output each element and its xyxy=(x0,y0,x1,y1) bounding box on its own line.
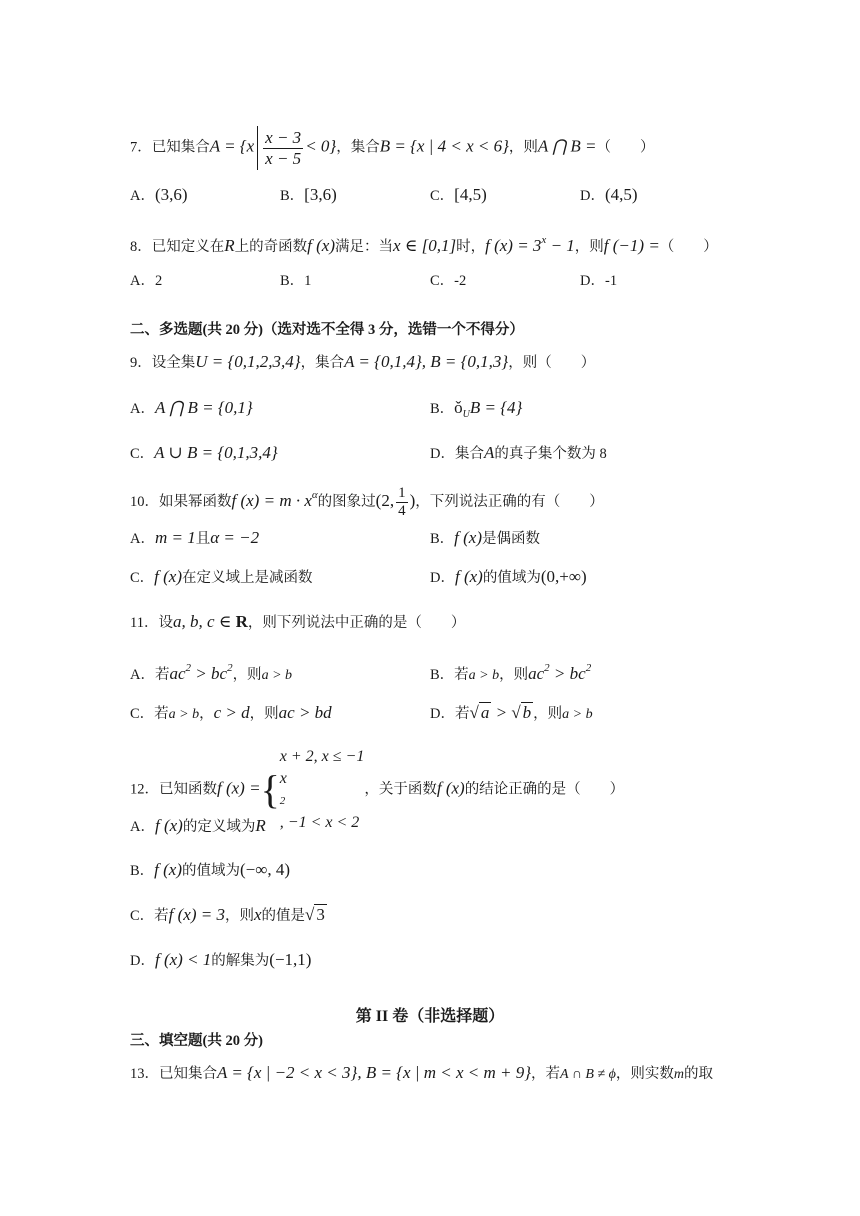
q11-option-a-bc: > bc xyxy=(191,664,228,683)
q12-option-b-f: f (x) xyxy=(154,860,183,879)
q13-text-4: 的取 xyxy=(684,1066,714,1082)
q7-option-a-label: A． xyxy=(130,188,155,204)
q12-option-b xyxy=(130,859,290,882)
q8-text-3: 满足：当 xyxy=(334,239,393,255)
q11-option-a-then: ，则 xyxy=(232,667,262,683)
q11-option-b-then: ，则 xyxy=(499,667,529,683)
q10-function: f (x) = m · x xyxy=(231,491,312,510)
q12-text-3: 的结论正确的是（ ） xyxy=(464,781,625,798)
question-10-stem xyxy=(130,484,604,520)
q12-option-b-range: (−∞, 4) xyxy=(240,860,291,879)
q8-option-a xyxy=(130,270,162,292)
q8-condition: x ∈ [0,1] xyxy=(392,236,457,255)
q8-exponent: x xyxy=(541,234,547,246)
q7-fraction-numerator: x − 3 xyxy=(265,127,302,147)
part-2-title: 第 II 卷（非选择题） xyxy=(355,1008,505,1025)
q7-set-a-lhs: A = {x xyxy=(209,136,255,156)
q11-option-a-sq2: 2 xyxy=(227,662,233,674)
q11-option-b-sq1: 2 xyxy=(544,662,550,674)
q12-option-c-label: C． xyxy=(130,908,155,924)
q13-text-3: ，则实数 xyxy=(615,1066,674,1082)
q7-tail: ，则 xyxy=(508,139,538,156)
q9-option-d-set: A xyxy=(483,443,495,462)
q9-option-a-value: A ⋂ B = {0,1} xyxy=(154,398,253,417)
q11-option-b xyxy=(430,657,591,687)
q7-prefix: 7．已知集合 xyxy=(130,139,210,156)
q12-fx-2: f (x) xyxy=(436,778,465,798)
q11-option-c-then: ，则 xyxy=(249,706,279,722)
q7-set-a-rhs: < 0} xyxy=(305,136,337,156)
q7-option-b xyxy=(280,184,337,207)
q10-option-a-alpha: α = −2 xyxy=(210,528,260,547)
q10-option-a xyxy=(130,527,259,550)
q8-option-d-value: -1 xyxy=(604,273,618,289)
q13-text-2: ，若 xyxy=(531,1066,561,1082)
q11-option-c-cond-2: c > d xyxy=(213,703,250,722)
q11-option-c-result: ac > bd xyxy=(278,703,332,722)
q12-option-c: C．若f (x) = 3，则x的值是√ 3 xyxy=(130,905,325,924)
q12-option-a xyxy=(130,815,266,838)
q8-option-c-label: C． xyxy=(430,273,455,289)
q11-option-c-if: 若 xyxy=(154,706,169,722)
q12-option-b-label: B． xyxy=(130,863,155,879)
q9-option-c-value: A ∪ B = {0,1,3,4} xyxy=(154,443,278,462)
q9-option-c xyxy=(130,442,278,465)
q12-option-d-range: (−1,1) xyxy=(269,950,312,969)
q10-option-d xyxy=(430,566,587,589)
q9-sets: A = {0,1,4}, B = {0,1,3} xyxy=(344,352,509,371)
q12-option-c-root: 3 xyxy=(316,905,325,924)
q12-option-d xyxy=(130,949,311,972)
q9-complement-glyph: ǒ xyxy=(454,398,463,417)
q11-option-d-sqrt-a: a xyxy=(480,703,490,722)
section-2-heading: 二、多选题(共 20 分)（选对选不全得 3 分，选错一个不得分） xyxy=(130,322,524,338)
q12-option-c-x: x xyxy=(253,905,262,924)
q12-case-2-domain: , −1 < x < 2 xyxy=(279,814,360,831)
q8-text-4: 时， xyxy=(456,239,486,255)
q9-option-b xyxy=(430,397,522,426)
q10-option-b-f: f (x) xyxy=(454,528,483,547)
q10-option-c xyxy=(130,566,313,589)
q7-option-d-label: D． xyxy=(580,188,605,204)
q8-option-a-label: A． xyxy=(130,273,155,289)
q10-option-b-label: B． xyxy=(430,531,455,547)
q8-fx: f (x) xyxy=(307,236,335,255)
q9-option-d-text-2: 的真子集个数为 8 xyxy=(494,446,607,462)
question-8-stem xyxy=(130,229,718,258)
q8-option-a-value: 2 xyxy=(154,273,163,289)
q10-option-d-f: f (x) xyxy=(454,567,483,586)
q7-option-a xyxy=(130,184,188,207)
q9-text-1: 9．设全集 xyxy=(130,355,196,371)
q12-option-c-equation: f (x) = 3 xyxy=(168,905,225,924)
q12-option-c-then: ，则 xyxy=(224,908,254,924)
q8-option-c-value: -2 xyxy=(454,273,467,289)
q12-case-1: x + 2, x ≤ −1 xyxy=(279,748,365,765)
q9-option-b-value: B = {4} xyxy=(469,398,523,417)
q7-option-c xyxy=(430,184,487,207)
q11-option-d-gt: > xyxy=(491,703,512,722)
q11-option-b-if: 若 xyxy=(454,667,469,683)
q8-option-b xyxy=(280,270,311,292)
q10-text-3: ，下列说法正确的有（ ） xyxy=(415,494,604,510)
q9-option-b-label: B． xyxy=(430,401,455,417)
q11-option-a-if: 若 xyxy=(154,667,170,683)
q8-option-d xyxy=(580,270,617,292)
q11-option-d-label: D． xyxy=(430,706,455,722)
q8-r: R xyxy=(224,236,235,255)
q10-option-b-text: 是偶函数 xyxy=(482,531,541,547)
q11-option-c xyxy=(130,702,332,726)
question-11-stem xyxy=(130,611,465,634)
q11-option-b-label: B． xyxy=(430,667,455,683)
q12-case-2-x: x xyxy=(279,770,287,787)
q8-option-c xyxy=(430,270,466,292)
q10-option-c-f: f (x) xyxy=(154,567,183,586)
q8-eq-rhs: − 1 xyxy=(546,236,575,255)
q8-ask: f (−1) = xyxy=(603,236,660,255)
q11-reals: R xyxy=(235,612,248,631)
q10-fraction-denominator: 4 xyxy=(398,503,406,520)
q7-answer-paren: （ ） xyxy=(596,139,655,156)
q9-text-2: ，集合 xyxy=(300,355,345,371)
q13-m: m xyxy=(673,1067,685,1082)
q7-option-b-label: B． xyxy=(280,188,305,204)
q9-text-3: ，则（ ） xyxy=(508,355,596,371)
q11-option-d: D．若√ a > √ b ，则a > b xyxy=(430,703,593,722)
q8-answer-paren: （ ） xyxy=(659,239,718,255)
q11-option-d-result: a > b xyxy=(562,707,593,722)
question-13-stem xyxy=(130,1062,713,1086)
q8-option-b-value: 1 xyxy=(304,273,312,289)
q10-option-c-label: C． xyxy=(130,570,155,586)
q12-case-2-sup: 2 xyxy=(279,795,286,807)
q8-text-1: 8．已知定义在 xyxy=(130,239,225,255)
section-3-heading: 三、填空题(共 20 分) xyxy=(130,1033,263,1049)
q10-point-open: (2, xyxy=(375,491,395,510)
q12-option-a-label: A． xyxy=(130,819,155,835)
q9-complement-subscript: U xyxy=(462,409,470,420)
q7-option-c-value: [4,5) xyxy=(454,185,487,204)
question-7-stem xyxy=(130,126,655,170)
q7-ask: A ⋂ B = xyxy=(537,136,597,156)
q8-option-d-label: D． xyxy=(580,273,605,289)
q12-fx: f (x) = xyxy=(217,778,261,798)
q9-option-a xyxy=(130,397,253,420)
q10-exponent: α xyxy=(311,489,318,501)
q12-option-c-if: 若 xyxy=(154,908,169,924)
q8-text-2: 上的奇函数 xyxy=(234,239,308,255)
q7-option-d-value: (4,5) xyxy=(604,185,638,204)
q12-option-c-text: 的值是 xyxy=(261,908,306,924)
q11-option-a xyxy=(130,657,292,687)
q10-text-2: 的图象过 xyxy=(317,494,376,510)
q7-fraction-denominator: x − 5 xyxy=(265,148,302,168)
q7-middle: ，集合 xyxy=(336,139,380,156)
q10-point-fraction xyxy=(396,485,408,520)
q9-universal-set: U = {0,1,2,3,4} xyxy=(195,352,301,371)
q11-option-a-label: A． xyxy=(130,667,155,683)
q11-option-d-then: ，则 xyxy=(533,706,563,722)
q10-option-d-label: D． xyxy=(430,570,455,586)
q12-piecewise-cases xyxy=(280,746,365,834)
q10-option-d-range: (0,+∞) xyxy=(540,567,587,586)
q12-text-1: 12．已知函数 xyxy=(130,781,217,798)
q8-eq-lhs: f (x) = 3 xyxy=(485,236,542,255)
q11-option-d-sqrt-b: b xyxy=(522,703,532,722)
q11-option-b-sq2: 2 xyxy=(585,662,592,674)
q13-sets: A = {x | −2 < x < 3}, B = {x | m < x < m + 9} xyxy=(217,1063,532,1082)
q12-option-d-text: 的解集为 xyxy=(211,953,270,969)
q9-option-a-label: A． xyxy=(130,401,155,417)
q12-option-d-label: D． xyxy=(130,953,155,969)
q10-option-a-label: A． xyxy=(130,531,155,547)
q11-option-a-result: a > b xyxy=(261,668,293,683)
q10-option-a-m: m = 1 xyxy=(154,528,196,547)
q11-option-b-bc: > bc xyxy=(549,664,586,683)
q7-set-bar xyxy=(257,126,258,170)
q10-text-1: 10．如果幂函数 xyxy=(130,494,232,510)
q12-option-a-text: 的定义域为 xyxy=(182,819,256,835)
question-9-stem xyxy=(130,351,595,374)
q12-option-b-text: 的值域为 xyxy=(182,863,241,879)
q11-option-d-if: 若 xyxy=(454,706,470,722)
q12-option-a-f: f (x) xyxy=(154,816,183,835)
q10-option-a-and: 且 xyxy=(195,531,211,547)
q11-text-1: 11．设 xyxy=(130,615,173,631)
q11-option-c-comma: ， xyxy=(199,706,214,722)
q10-fraction-numerator: 1 xyxy=(398,485,406,502)
q12-text-2: ，关于函数 xyxy=(364,781,437,798)
q9-option-d-text-1: 集合 xyxy=(454,446,484,462)
q12-option-a-r: R xyxy=(255,816,266,835)
q13-condition: A ∩ B ≠ ϕ xyxy=(560,1067,616,1082)
q7-option-c-label: C． xyxy=(430,188,455,204)
q11-option-b-condition: a > b xyxy=(468,668,500,683)
q7-fraction xyxy=(263,128,303,169)
q11-vars: a, b, c ∈ xyxy=(172,612,236,631)
q12-case-2 xyxy=(280,768,365,834)
q9-option-d xyxy=(430,442,607,465)
q10-option-d-text: 的值域为 xyxy=(482,570,541,586)
q7-option-b-value: [3,6) xyxy=(304,185,337,204)
q9-option-c-label: C． xyxy=(130,446,155,462)
q10-option-b xyxy=(430,527,540,550)
q12-piecewise-brace: { xyxy=(260,767,280,812)
q10-option-c-text: 在定义域上是减函数 xyxy=(182,570,313,586)
q11-option-a-sq1: 2 xyxy=(185,662,192,674)
q11-option-a-ac: ac xyxy=(169,664,186,683)
q11-option-c-label: C． xyxy=(130,706,155,722)
q12-option-d-inequality: f (x) < 1 xyxy=(154,950,212,969)
q8-option-b-label: B． xyxy=(280,273,305,289)
q7-option-a-value: (3,6) xyxy=(154,185,188,204)
q11-option-c-cond-1: a > b xyxy=(168,707,200,722)
q11-text-2: ，则下列说法中正确的是（ ） xyxy=(247,615,466,631)
q7-set-b: B = {x | 4 < x < 6} xyxy=(379,136,509,156)
q9-option-d-label: D． xyxy=(430,446,455,462)
q13-text-1: 13．已知集合 xyxy=(130,1066,217,1082)
q11-option-b-ac: ac xyxy=(528,664,545,683)
q10-point-close: ) xyxy=(409,491,416,510)
q8-text-5: ，则 xyxy=(574,239,604,255)
q7-option-d xyxy=(580,184,638,207)
